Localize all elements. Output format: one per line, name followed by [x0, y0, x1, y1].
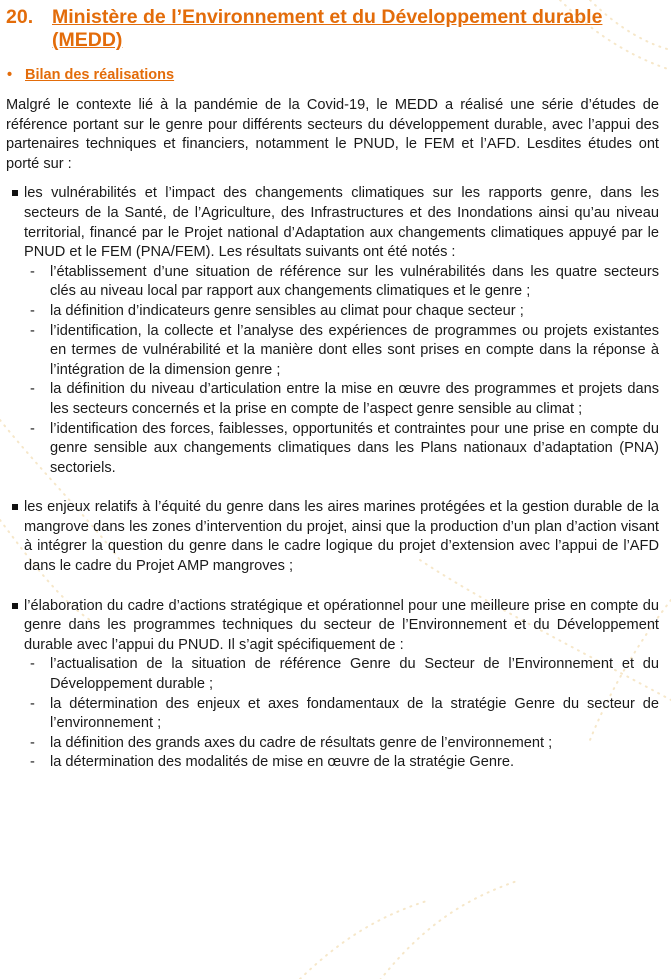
dash-marker: - — [30, 734, 35, 751]
dash-marker: - — [30, 656, 35, 673]
sub-item — [24, 420, 659, 479]
section-title: Ministère de l’Environnement et du Développement durable (MEDD) — [52, 6, 603, 51]
sub-item-text: l’identification, la collecte et l’analyse des expériences de programmes ou projets existantes en termes de vulnérabilité et la manière dont elles sont prises en compte dans la réponse à l’intégration de la dimension genre ; — [50, 322, 659, 378]
sub-item-text: la définition des grands axes du cadre de résultats genre de l’environnement ; — [50, 734, 553, 751]
square-bullet-icon — [6, 184, 24, 478]
bullet-text: les enjeux relatifs à l’équité du genre dans les aires marines protégées et la gestion durable de la mangrove dans les zones d’intervention du projet, ainsi que la production d’un plan d’action visant à intégrer la question du genre dans le cadre logique du projet d’extension avec l’appui de l’AFD dans le cadre du Projet AMP mangroves ; — [24, 499, 659, 575]
sub-item — [24, 322, 659, 381]
bullet-item — [6, 597, 659, 773]
square-bullet-icon — [6, 498, 24, 576]
subheading-label: Bilan des réalisations — [25, 67, 175, 83]
dash-marker: - — [30, 420, 35, 437]
sub-item-text: la détermination des enjeux et axes fondamentaux de la stratégie Genre du secteur de l’environnement ; — [50, 695, 659, 732]
dash-marker: - — [30, 754, 35, 771]
bullet-text: l’élaboration du cadre d’actions stratégique et opérationnel pour une meilleure prise en compte du genre dans les programmes techniques du secteur de l’Environnement et du Développement durable avec l’appui du PNUD. Il s’agit spécifiquement de : — [24, 597, 659, 653]
bullet-item — [6, 498, 659, 576]
dash-marker: - — [30, 263, 35, 280]
section-heading — [6, 6, 659, 52]
dash-marker: - — [30, 695, 35, 712]
square-bullet-icon — [6, 597, 24, 773]
dash-marker: - — [30, 381, 35, 398]
intro-paragraph: Malgré le contexte lié à la pandémie de la Covid-19, le MEDD a réalisé une série d’études de référence portant sur le genre pour différents secteurs du développement durable, avec l’appui des partenaires techniques et financiers, notamment le PNUD, le FEM et l’AFD. Lesdites études ont porté sur : — [6, 97, 659, 172]
sub-item-text: l’actualisation de la situation de référence Genre du Secteur de l’Environnement et du Développement durable ; — [50, 656, 659, 693]
sub-item-text: l’identification des forces, faiblesses, opportunités et contraintes pour une prise en compte du genre sensible aux changements climatiques dans les Plans nationaux d’adaptation (PNA) sectoriels. — [50, 420, 659, 476]
bullet-item — [6, 184, 659, 478]
sub-item-text: la définition d’indicateurs genre sensibles au climat pour chaque secteur ; — [50, 302, 524, 319]
sub-item-text: l’établissement d’une situation de référence sur les vulnérabilités dans les quatre secteurs clés au niveau local par rapport aux changements climatiques et le genre ; — [50, 263, 659, 300]
sub-item — [24, 695, 659, 734]
sub-item — [24, 302, 659, 322]
bullet-text: les vulnérabilités et l’impact des changements climatiques sur les rapports genre, dans les secteurs de la Santé, de l’Agriculture, des Infrastructures et des Inondations ainsi qu’au niveau territorial, financé par le Projet national d’Adaptation aux changements climatiques appuyé par le PNUD et le FEM (PNA/FEM). Les résultats suivants ont été notés : — [24, 185, 659, 261]
sub-item — [24, 655, 659, 694]
sub-item-text: la définition du niveau d’articulation entre la mise en œuvre des programmes et projets dans les secteurs concernés et la prise en compte de l’aspect genre sensible au climat ; — [50, 381, 659, 417]
sub-item — [24, 734, 659, 754]
subheading-bullet: • — [7, 67, 13, 83]
dash-marker: - — [30, 302, 35, 319]
sub-item — [24, 753, 659, 773]
subheading — [6, 66, 659, 84]
sub-item — [24, 263, 659, 302]
sub-item — [24, 380, 659, 419]
sub-item-text: la détermination des modalités de mise en œuvre de la stratégie Genre. — [50, 754, 514, 771]
dash-marker: - — [30, 322, 35, 339]
section-number: 20. — [6, 6, 34, 28]
